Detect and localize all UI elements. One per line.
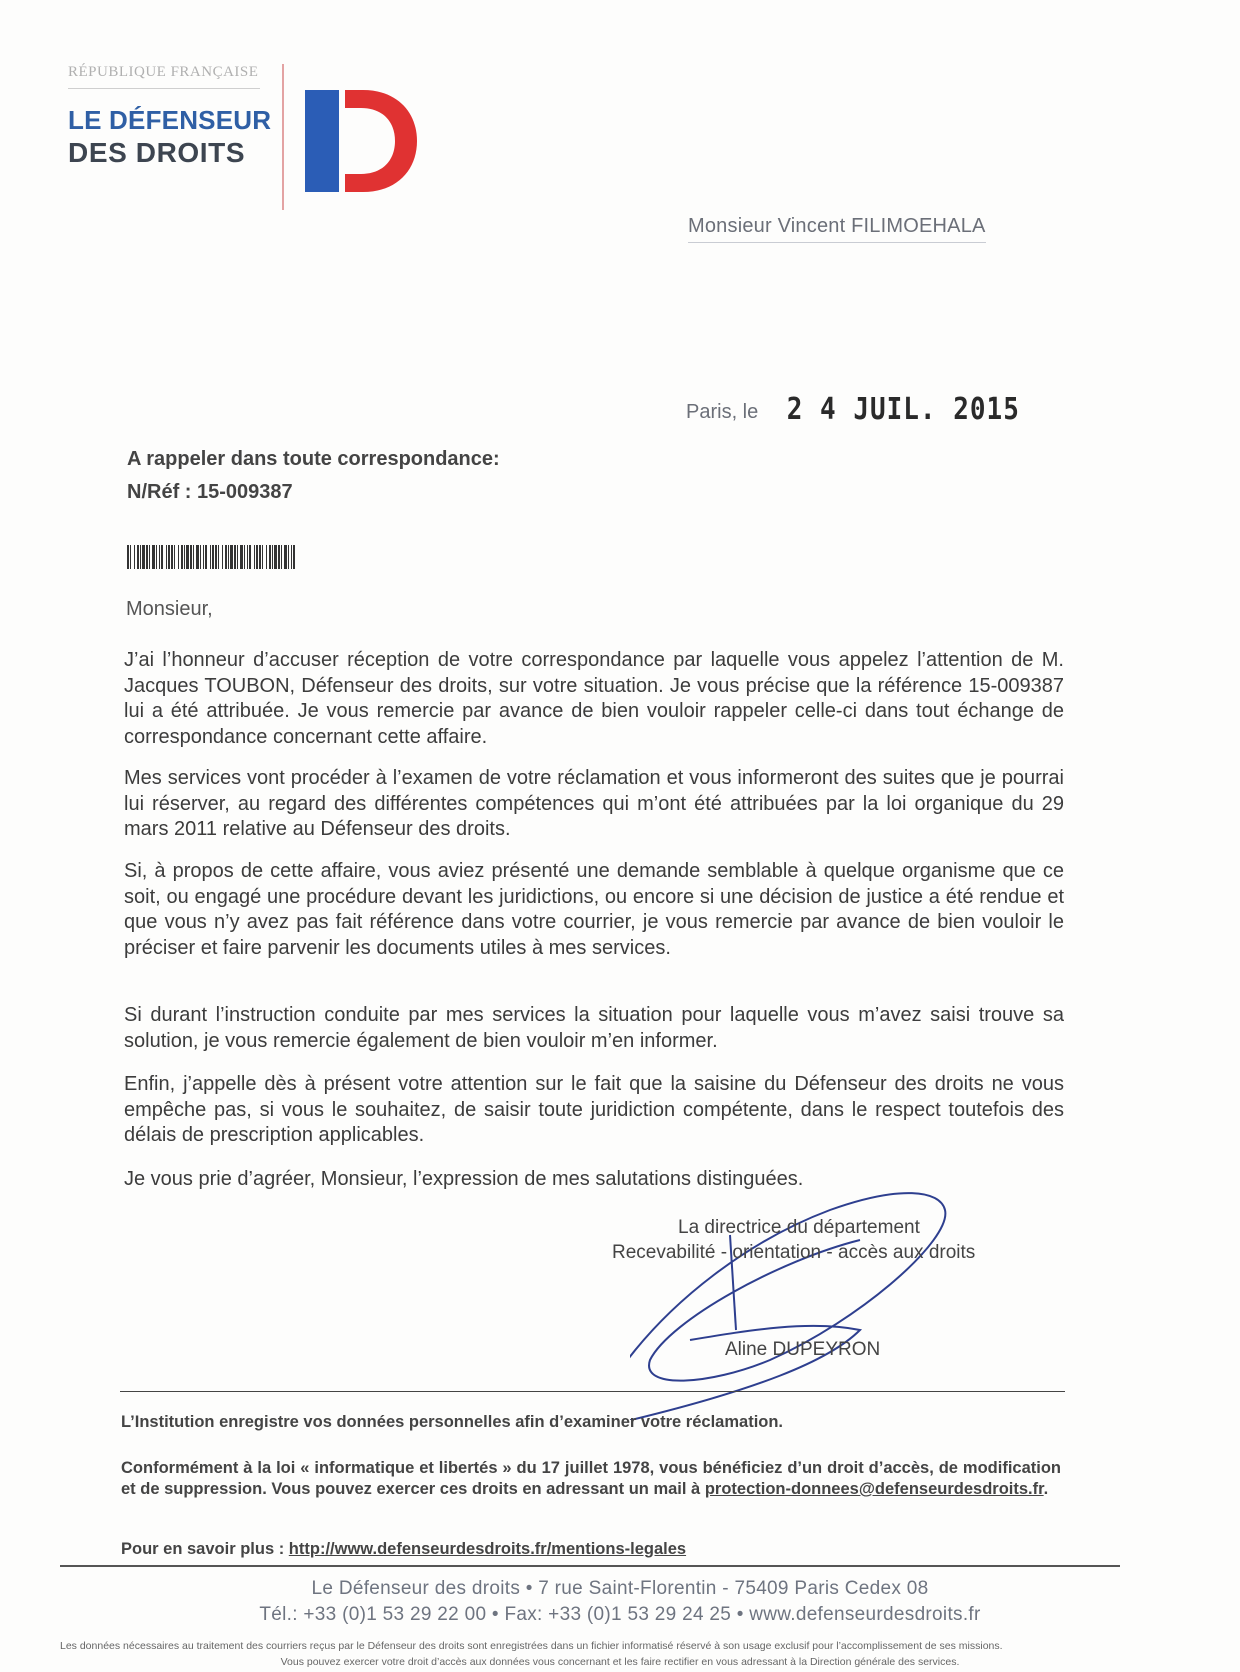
body-paragraph: Si, à propos de cette affaire, vous aviez présenté une demande semblable à quelque organisme que ce soit, ou engagé une procédure devant les juridictions, ou encore si une décision de justice a été rendue et que vous n’y avez pas fait référence dans votre courrier, je vous remercie par avance de bien vouloir le préciser et faire parvenir les documents utiles à mes services. [124, 860, 1064, 959]
footer-fine-print-line1: Les données nécessaires au traitement des courriers reçus par le Défenseur des droits sont enregistrées dans un fichier informatisé réservé à son usage exclusif pour l’accomplissement de ses missions. [60, 1640, 1003, 1652]
footer-divider [120, 1391, 1065, 1392]
privacy-email-link[interactable]: protection-donnees@defenseurdesdroits.fr [704, 1480, 1044, 1498]
defenseur-d-logo-icon [305, 90, 417, 192]
salutation: Monsieur, [126, 598, 213, 620]
barcode-icon [127, 545, 297, 569]
more-info [121, 1540, 686, 1559]
logo-divider [68, 88, 260, 89]
logo-vertical-divider [282, 64, 284, 210]
signatory-name: Aline DUPEYRON [725, 1339, 881, 1360]
legal-mentions-link[interactable]: http://www.defenseurdesdroits.fr/mentions-legales [288, 1540, 687, 1558]
reference-label: A rappeler dans toute correspondance: [127, 448, 500, 470]
date-stamp: 2 4 JUIL. 2015 [786, 392, 1020, 428]
privacy-notice [121, 1458, 1061, 1500]
reference-block [127, 448, 500, 504]
signatory-title-line2: Recevabilité - orientation - accès aux droits [612, 1242, 976, 1263]
letterhead-logo [68, 64, 428, 214]
footer-fine-print-line2: Vous pouvez exercer votre droit d’accès aux données vous concernant et les faire rectifier en vous adressant à la Direction générale des services. [280, 1656, 960, 1668]
recipient-name: Monsieur Vincent FILIMOEHALA [688, 215, 986, 243]
body-paragraph: Si durant l’instruction conduite par mes services la situation pour laquelle vous m’avez saisi trouve sa solution, je vous remercie également de bien vouloir m’en informer. [124, 1004, 1064, 1052]
privacy-notice-text: Conformément à la loi « informatique et libertés » du 17 juillet 1978, vous bénéficiez d’un droit d’accès, de modification et de suppression. Vous pouvez exercer ces droits en adressant un mail à [121, 1459, 1061, 1498]
privacy-notice-end: . [1043, 1480, 1049, 1498]
republique-francaise-label: RÉPUBLIQUE FRANÇAISE [68, 64, 259, 80]
data-notice: L’Institution enregistre vos données personnelles afin d’examiner votre réclamation. [121, 1413, 784, 1431]
signatory-title-line1: La directrice du département [678, 1217, 920, 1238]
date-prefix: Paris, le [686, 401, 759, 423]
body-paragraph: Mes services vont procéder à l’examen de votre réclamation et vous informeront des suites que je pourrai lui réserver, au regard des différentes compétences qui m’ont été attribuées par la loi organique du 29 mars 2011 relative au Défenseur des droits. [124, 767, 1064, 840]
date-line [686, 392, 1020, 428]
footer-divider-bottom [60, 1565, 1120, 1567]
handwritten-signature-icon [630, 1180, 990, 1420]
footer-contact: Tél.: +33 (0)1 53 29 22 00 • Fax: +33 (0)1 53 29 24 25 • www.defenseurdesdroits.fr [259, 1604, 981, 1625]
closing-paragraph: Je vous prie d’agréer, Monsieur, l’expression de mes salutations distinguées. [124, 1168, 804, 1190]
body-paragraph: J’ai l’honneur d’accuser réception de votre correspondance par laquelle vous appelez l’attention de M. Jacques TOUBON, Défenseur des droits, sur votre situation. Je vous précise que la référence 15-009387 lui a été attribuée. Je vous remercie par avance de bien vouloir rappeler celle-ci dans tout échange de correspondance concernant cette affaire. [124, 649, 1064, 748]
reference-number: N/Réf : 15-009387 [127, 481, 293, 503]
body-paragraph: Enfin, j’appelle dès à présent votre attention sur le fait que la saisine du Défenseur des droits ne vous empêche pas, si vous le souhaitez, de saisir toute juridiction compétente, dans le respect toutefois des délais de prescription applicables. [124, 1073, 1064, 1146]
org-name-line1: LE DÉFENSEUR [68, 105, 272, 135]
more-info-label: Pour en savoir plus : [121, 1540, 289, 1558]
org-name-line2: DES DROITS [68, 137, 246, 168]
footer-address: Le Défenseur des droits • 7 rue Saint-Florentin - 75409 Paris Cedex 08 [311, 1578, 929, 1599]
